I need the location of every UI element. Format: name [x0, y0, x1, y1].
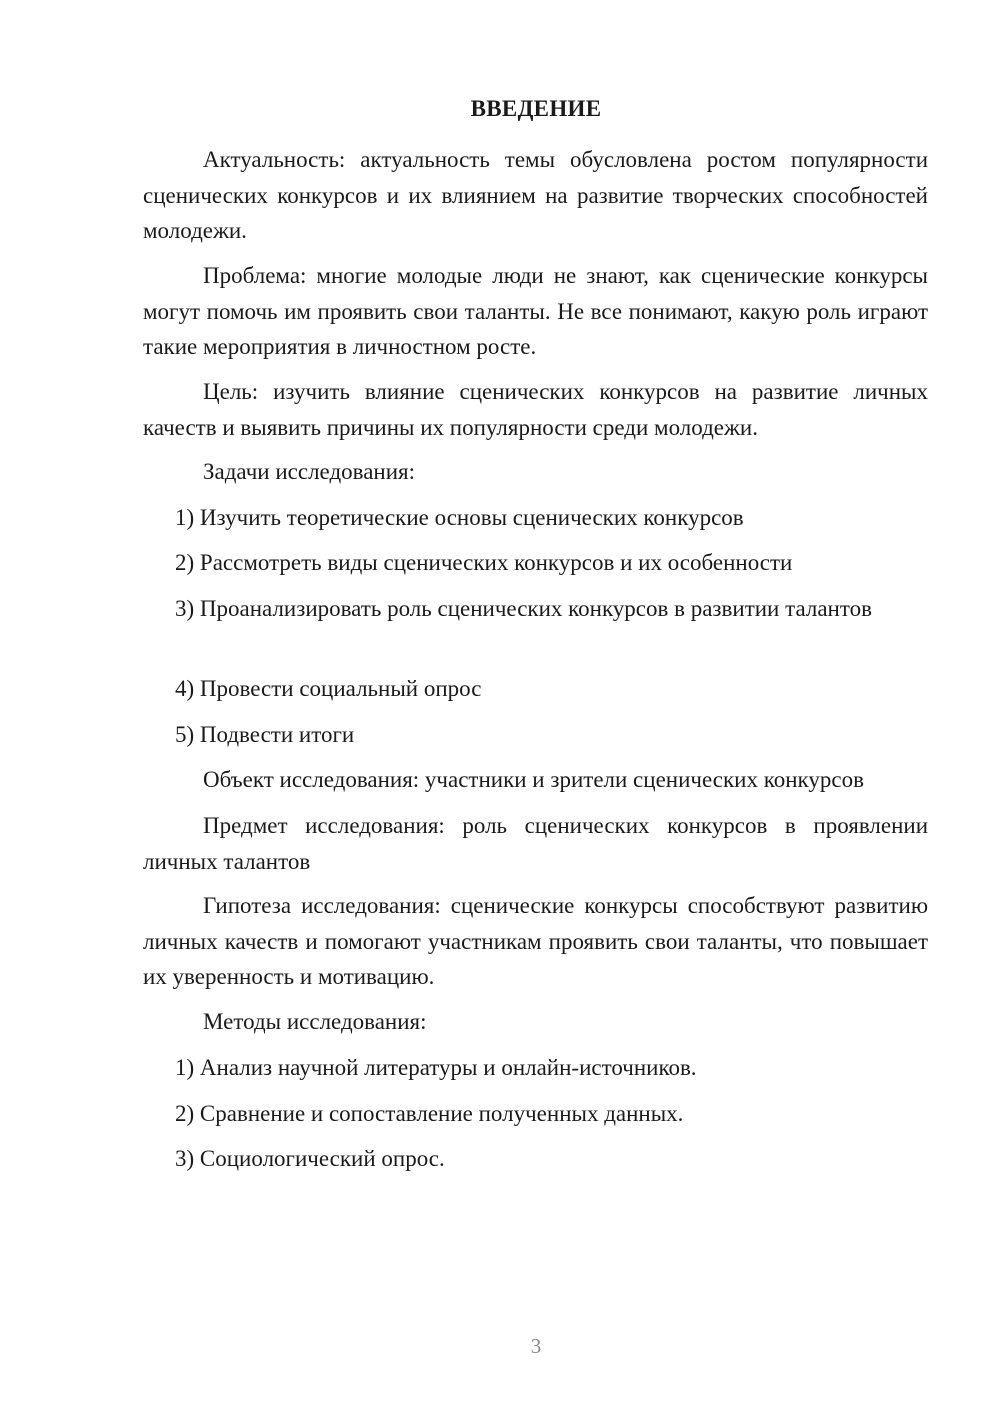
task-item-2: 2) Рассмотреть виды сценических конкурсов и их особенности	[175, 550, 793, 575]
task-item-1: 1) Изучить теоретические основы сценических конкурсов	[175, 505, 744, 530]
method-item-1: 1) Анализ научной литературы и онлайн-источников.	[175, 1055, 697, 1080]
goal-paragraph: Цель: изучить влияние сценических конкурсов на развитие личных качеств и выявить причины их популярности среди молодежи.	[143, 379, 928, 440]
section-title: ВВЕДЕНИЕ	[470, 96, 602, 121]
task-item-3: 3) Проанализировать роль сценических конкурсов в развитии талантов	[175, 596, 872, 621]
relevance-paragraph: Актуальность: актуальность темы обусловлена ростом популярности сценических конкурсов и их влиянием на развитие творческих способностей молодежи.	[143, 147, 928, 243]
task-item-5: 5) Подвести итоги	[175, 722, 355, 747]
hypothesis-paragraph: Гипотеза исследования: сценические конкурсы способствуют развитию личных качеств и помогают участникам проявить свои таланты, что повышает их уверенность и мотивацию.	[143, 893, 928, 989]
problem-paragraph: Проблема: многие молодые люди не знают, как сценические конкурсы могут помочь им проявить свои таланты. Не все понимают, какую роль играют такие мероприятия в личностном росте.	[143, 263, 928, 359]
object-paragraph: Объект исследования: участники и зрители сценических конкурсов	[203, 767, 864, 792]
tasks-heading: Задачи исследования:	[203, 459, 416, 484]
methods-heading: Методы исследования:	[203, 1009, 427, 1034]
method-item-3: 3) Социологический опрос.	[175, 1146, 445, 1171]
task-item-4: 4) Провести социальный опрос	[175, 676, 482, 701]
page-number: 3	[530, 1334, 542, 1358]
subject-paragraph: Предмет исследования: роль сценических конкурсов в проявлении личных талантов	[143, 813, 928, 874]
method-item-2: 2) Сравнение и сопоставление полученных данных.	[175, 1101, 684, 1126]
